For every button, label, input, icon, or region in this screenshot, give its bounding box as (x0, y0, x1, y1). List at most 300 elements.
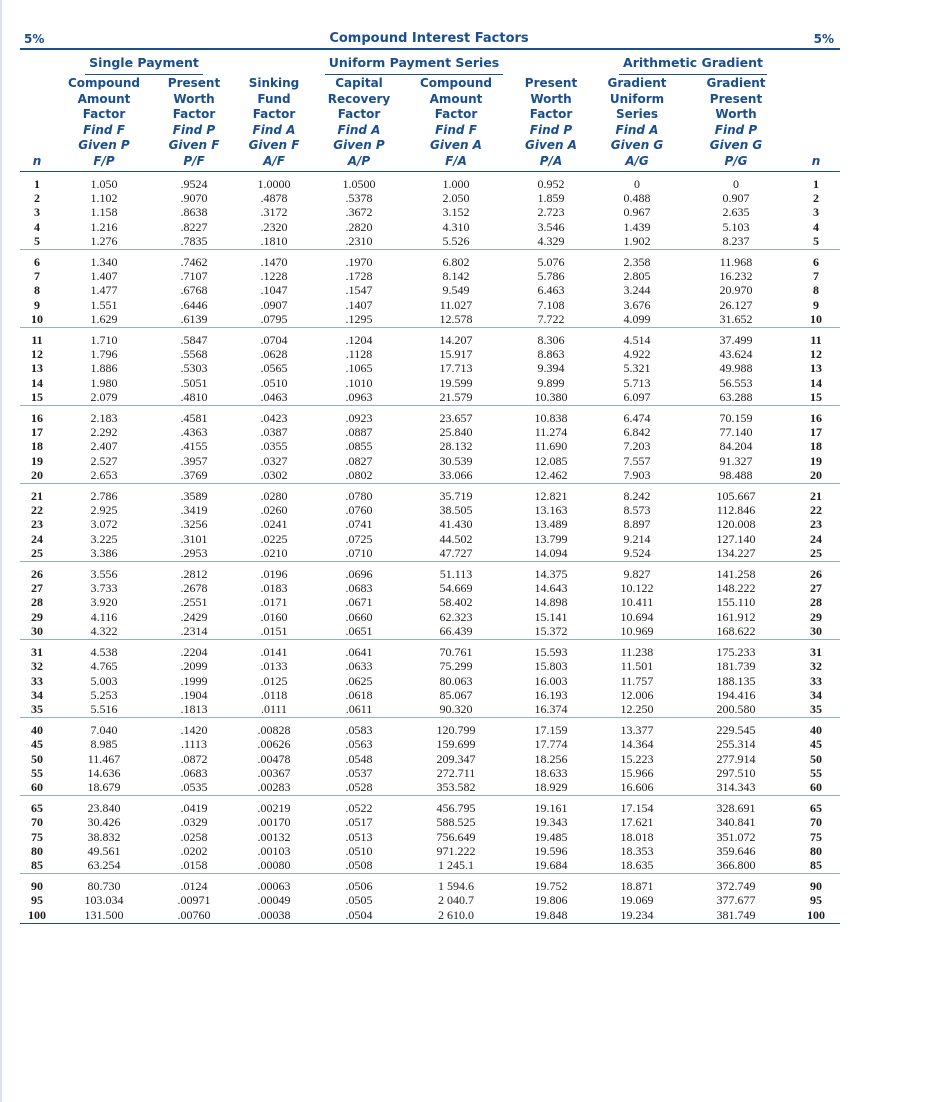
table-row (20, 796, 840, 816)
cell-ap: .5378 (345, 191, 373, 206)
cell-n: 85 (20, 858, 54, 874)
cell-af: .0160 (260, 609, 288, 624)
cell-fa: 3.152 (442, 205, 470, 220)
column-header-line: Given A (430, 138, 482, 152)
cell-ap: .0517 (345, 815, 373, 830)
cell-pf: .0419 (180, 801, 208, 816)
cell-ag: 18.635 (594, 858, 680, 874)
cell-ag: 0.488 (623, 191, 651, 206)
cell-ap: .0625 (345, 673, 373, 688)
cell-ap: .0583 (345, 723, 373, 738)
cell-pf: .3101 (180, 531, 208, 546)
column-header-line: P/A (539, 153, 563, 168)
cell-ap: .0506 (345, 879, 373, 894)
cell-pa: 18.929 (508, 780, 594, 796)
group-single-payment: Single Payment (54, 54, 234, 76)
cell-n2: 100 (792, 908, 840, 924)
cell-n: 30 (20, 624, 54, 640)
cell-n: 1 (34, 177, 40, 191)
cell-fp: 1.276 (54, 234, 154, 250)
cell-n2: 5 (792, 234, 840, 250)
column-header-line: Compound (419, 76, 493, 90)
table-row (20, 624, 840, 640)
column-header-fp (54, 76, 154, 172)
column-header-line: Find A (337, 122, 381, 137)
cell-pf: .4363 (180, 425, 208, 440)
cell-ag: 3.244 (623, 283, 651, 298)
cell-af: .00038 (234, 908, 314, 924)
cell-n: 9 (34, 297, 40, 312)
column-header-line: Given G (610, 138, 664, 152)
cell-ap: .2310 (314, 234, 404, 250)
cell-fp: 1.216 (90, 219, 118, 234)
cell-af: 1.0000 (257, 177, 291, 191)
cell-fp: 4.116 (90, 609, 118, 624)
cell-fa: 6.802 (442, 255, 470, 270)
cell-pg: 194.416 (716, 687, 756, 702)
cell-fp: 2.786 (90, 489, 118, 504)
cell-pa: 5.076 (537, 255, 565, 270)
table-row (20, 532, 840, 546)
cell-ap: .0505 (345, 893, 373, 908)
cell-af: .00049 (257, 893, 291, 908)
cell-pf: .6139 (154, 312, 234, 328)
cell-fp: 80.730 (87, 879, 121, 894)
cell-ag: 10.969 (594, 624, 680, 640)
cell-pg: 127.140 (716, 531, 756, 546)
cell-af: .0133 (260, 659, 288, 674)
cell-ag: 15.223 (620, 751, 654, 766)
column-header-line: Given P (78, 138, 130, 152)
cell-af: .00283 (234, 780, 314, 796)
cell-pf: .1904 (180, 687, 208, 702)
cell-ap: .0522 (345, 801, 373, 816)
cell-af: .0565 (260, 361, 288, 376)
cell-af: .0141 (260, 645, 288, 660)
cell-pf: .6446 (180, 297, 208, 312)
cell-fa: 120.799 (436, 723, 476, 738)
cell-n: 34 (31, 687, 43, 702)
cell-ag: 9.524 (594, 546, 680, 562)
cell-ag: 6.097 (594, 390, 680, 406)
cell-ap: .0641 (345, 645, 373, 660)
cell-ap: .0528 (314, 780, 404, 796)
column-header-line: Amount (429, 91, 483, 106)
cell-pa: 19.161 (534, 801, 568, 816)
cell-pf: .2678 (180, 581, 208, 596)
cell-fa: 35.719 (439, 489, 473, 504)
column-header-line: Worth (173, 91, 215, 106)
cell-fa: 5.526 (404, 234, 508, 250)
group-uniform-payment-series: Uniform Payment Series (234, 54, 594, 76)
cell-af: .00103 (257, 843, 291, 858)
cell-pf: .8638 (180, 205, 208, 220)
column-header-line: F/A (445, 153, 467, 168)
cell-pg: 43.624 (719, 347, 753, 362)
cell-af: .0355 (260, 439, 288, 454)
cell-n2: 33 (810, 673, 823, 688)
cell-pg: 98.488 (680, 468, 792, 484)
column-header-line: A/F (263, 153, 285, 168)
column-header-line: Factor (172, 107, 216, 121)
column-header-line: Find P (172, 122, 216, 137)
column-header-af (234, 76, 314, 172)
cell-pg: 84.204 (719, 439, 753, 454)
table-row (20, 780, 840, 796)
top-rule (20, 48, 840, 50)
cell-pa: 14.094 (508, 546, 594, 562)
page-title: Compound Interest Factors (329, 31, 529, 46)
cell-n2: 11 (810, 333, 822, 348)
cell-pa: 19.343 (534, 815, 568, 830)
cell-ap: .1204 (345, 333, 373, 348)
cell-ap: .1970 (345, 255, 373, 270)
table-row (20, 659, 840, 673)
table-row (20, 702, 840, 718)
cell-fp: 1.886 (90, 361, 118, 376)
cell-fa: 1 245.1 (404, 858, 508, 874)
cell-fa: 38.505 (439, 503, 473, 518)
cell-af: .0302 (234, 468, 314, 484)
cell-n2: 15 (792, 390, 840, 406)
column-header-line: Worth (530, 91, 572, 106)
cell-fa: 159.699 (436, 737, 476, 752)
cell-pa: 6.463 (537, 283, 565, 298)
cell-pa: 12.085 (534, 453, 568, 468)
cell-fp: 1.407 (90, 269, 118, 284)
cell-pg: 168.622 (680, 624, 792, 640)
cell-ag: 19.234 (594, 908, 680, 924)
cell-fp: 3.556 (90, 567, 118, 582)
cell-ap: .0537 (345, 765, 373, 780)
cell-pg: 340.841 (716, 815, 756, 830)
cell-pg: 77.140 (719, 425, 753, 440)
cell-ag: 19.069 (620, 893, 654, 908)
column-header-line: Capital (335, 76, 383, 90)
cell-pg: 11.968 (719, 255, 753, 270)
cell-pg: 155.110 (716, 595, 756, 610)
cell-n: 32 (31, 659, 43, 674)
cell-pg: 112.846 (716, 503, 756, 518)
cell-n: 4 (34, 219, 40, 234)
cell-ag: 11.501 (620, 659, 654, 674)
cell-pg: 366.800 (680, 858, 792, 874)
table-row (20, 298, 840, 312)
cell-n: 35 (20, 702, 54, 718)
cell-fa: 4.310 (442, 219, 470, 234)
cell-pg: 141.258 (716, 567, 756, 582)
cell-n: 33 (31, 673, 43, 688)
page-edge-rule (0, 0, 2, 1102)
cell-n2: 95 (810, 893, 823, 908)
cell-ap: .0923 (345, 411, 373, 426)
cell-pf: .1999 (180, 673, 208, 688)
column-header-line: F/P (93, 153, 115, 168)
cell-pf: .3256 (180, 517, 208, 532)
cell-pf: .9524 (180, 177, 208, 191)
cell-pa: 16.003 (534, 673, 568, 688)
cell-ap: .0548 (345, 751, 373, 766)
cell-n2: 4 (813, 219, 820, 234)
cell-n2: 90 (810, 879, 823, 894)
table-row (20, 269, 840, 283)
cell-pf: .0158 (154, 858, 234, 874)
cell-fa: 1.000 (442, 177, 470, 191)
cell-fp: 4.765 (90, 659, 118, 674)
interest-rate-left: 5% (24, 32, 45, 46)
cell-af: .0795 (234, 312, 314, 328)
cell-fa: 971.222 (436, 843, 476, 858)
cell-pa: 15.372 (508, 624, 594, 640)
cell-fa: 62.323 (439, 609, 473, 624)
cell-ag: 0 (634, 177, 641, 191)
cell-pg: 20.970 (719, 283, 753, 298)
cell-af: .00219 (257, 801, 291, 816)
cell-af: .1047 (260, 283, 288, 298)
cell-pg: 63.288 (680, 390, 792, 406)
cell-pa: 15.803 (534, 659, 568, 674)
cell-n2: 50 (810, 751, 823, 766)
table-row (20, 234, 840, 250)
cell-ag: 2.805 (623, 269, 651, 284)
column-header-ag (594, 76, 680, 172)
cell-n2: 25 (792, 546, 840, 562)
cell-af: .0151 (234, 624, 314, 640)
cell-n: 70 (31, 815, 43, 830)
cell-af: .00063 (257, 879, 291, 894)
cell-pg: 351.072 (716, 829, 756, 844)
cell-pf: .2429 (180, 609, 208, 624)
cell-af: .0241 (260, 517, 288, 532)
cell-pg: 2.635 (722, 205, 750, 220)
cell-pg: 91.327 (719, 453, 753, 468)
cell-n: 26 (31, 567, 43, 582)
cell-n2: 10 (792, 312, 840, 328)
cell-fa: 272.711 (436, 765, 476, 780)
cell-ap: .0710 (314, 546, 404, 562)
table-row (20, 844, 840, 858)
table-row (20, 546, 840, 562)
cell-ag: 4.922 (623, 347, 651, 362)
table-row (20, 454, 840, 468)
cell-pa: 4.329 (508, 234, 594, 250)
cell-fa: 2.050 (442, 191, 470, 206)
cell-pf: .1420 (180, 723, 208, 738)
cell-pf: .9070 (180, 191, 208, 206)
cell-ap: .0513 (345, 829, 373, 844)
cell-ap: .0802 (314, 468, 404, 484)
cell-ap: .0780 (345, 489, 373, 504)
cell-ap: .0660 (345, 609, 373, 624)
cell-pa: 14.375 (534, 567, 568, 582)
cell-pa: 15.141 (534, 609, 568, 624)
table-row (20, 406, 840, 426)
cell-ap: .0827 (345, 453, 373, 468)
cell-n: 50 (31, 751, 43, 766)
cell-pa: 0.952 (537, 177, 565, 191)
cell-n: 65 (31, 801, 43, 816)
cell-fp: 2.653 (54, 468, 154, 484)
cell-fa: 23.657 (439, 411, 473, 426)
cell-ag: 12.006 (620, 687, 654, 702)
cell-fa: 90.320 (404, 702, 508, 718)
cell-fa: 17.713 (439, 361, 473, 376)
table-row (20, 830, 840, 844)
cell-ap: 1.0500 (342, 177, 376, 191)
cell-ag: 9.214 (623, 531, 651, 546)
cell-n: 31 (31, 645, 43, 660)
column-header-line: Recovery (327, 91, 391, 106)
cell-ap: .0504 (314, 908, 404, 924)
cell-ag: 8.242 (623, 489, 651, 504)
cell-ag: 3.676 (623, 297, 651, 312)
cell-pa: 1.859 (537, 191, 565, 206)
column-header-line: Gradient (706, 76, 766, 90)
cell-ag: 8.573 (623, 503, 651, 518)
cell-ap: .3672 (345, 205, 373, 220)
cell-ag: 14.364 (620, 737, 654, 752)
cell-fa: 353.582 (404, 780, 508, 796)
cell-pg: 188.135 (716, 673, 756, 688)
cell-af: .0171 (260, 595, 288, 610)
cell-af: .0907 (260, 297, 288, 312)
cell-fp: 11.467 (87, 751, 121, 766)
cell-pf: .1813 (154, 702, 234, 718)
column-header-line: Sinking (248, 76, 300, 90)
cell-pa: 13.489 (534, 517, 568, 532)
column-header-line: Given A (525, 138, 577, 152)
cell-pf: .1113 (180, 737, 208, 752)
cell-fa: 47.727 (404, 546, 508, 562)
column-header-line: P/G (724, 153, 748, 168)
cell-af: .1810 (234, 234, 314, 250)
cell-pg: 56.553 (719, 375, 753, 390)
cell-n: 12 (31, 347, 43, 362)
table-row (20, 503, 840, 517)
cell-n2: 40 (810, 723, 823, 738)
cell-pg: 26.127 (719, 297, 753, 312)
cell-pf: .0535 (154, 780, 234, 796)
cell-af: .00170 (257, 815, 291, 830)
cell-n2: 1 (813, 177, 820, 191)
cell-pa: 18.256 (534, 751, 568, 766)
cell-pa: 17.159 (534, 723, 568, 738)
column-header-line: Find A (615, 122, 659, 137)
cell-fp: 38.832 (87, 829, 121, 844)
cell-ap: .1065 (345, 361, 373, 376)
cell-fp: 1.796 (90, 347, 118, 362)
cell-n2: 34 (810, 687, 823, 702)
cell-fa: 14.207 (439, 333, 473, 348)
cell-pa: 10.380 (508, 390, 594, 406)
cell-pa: 13.163 (534, 503, 568, 518)
cell-ag: 4.099 (594, 312, 680, 328)
cell-n: 3 (34, 205, 40, 220)
cell-ag: 0.967 (623, 205, 651, 220)
cell-pf: .2953 (154, 546, 234, 562)
cell-pf: .0683 (180, 765, 208, 780)
cell-fa: 54.669 (439, 581, 473, 596)
cell-n: 21 (31, 489, 43, 504)
column-header-line: Given F (168, 138, 220, 152)
column-header-line: Factor (337, 107, 381, 121)
cell-n: 27 (31, 581, 43, 596)
cell-n2: 22 (810, 503, 823, 518)
group-header-row (20, 54, 840, 76)
cell-pf: .7835 (154, 234, 234, 250)
cell-pg: 328.691 (716, 801, 756, 816)
table-row (20, 688, 840, 702)
cell-fp: 3.733 (90, 581, 118, 596)
cell-n: 90 (31, 879, 43, 894)
cell-n: 24 (31, 531, 43, 546)
cell-pf: .6768 (180, 283, 208, 298)
cell-pf: .3589 (180, 489, 208, 504)
cell-fa: 15.917 (439, 347, 473, 362)
cell-pg: 0 (733, 177, 740, 191)
table-row (20, 815, 840, 829)
cell-pa: 8.863 (537, 347, 565, 362)
cell-n2: 31 (810, 645, 823, 660)
cell-pa: 7.108 (537, 297, 565, 312)
cell-n: 100 (20, 908, 54, 924)
cell-fp: 1.710 (90, 333, 118, 348)
cell-pf: .0124 (180, 879, 208, 894)
column-header-pg (680, 76, 792, 172)
cell-af: .4878 (260, 191, 288, 206)
cell-fa: 33.066 (404, 468, 508, 484)
cell-ap: .0887 (345, 425, 373, 440)
cell-pa: 16.193 (534, 687, 568, 702)
column-header-line: Present (167, 76, 221, 90)
cell-af: .00132 (257, 829, 291, 844)
column-header-n (20, 76, 54, 172)
table-row (20, 191, 840, 205)
column-header-line: Given F (248, 138, 300, 152)
cell-n2: 70 (810, 815, 823, 830)
cell-af: .0125 (260, 673, 288, 688)
cell-pg: 175.233 (716, 645, 756, 660)
cell-n2: 60 (792, 780, 840, 796)
column-header-line: Present (709, 91, 763, 106)
cell-fp: 1.551 (90, 297, 118, 312)
column-header-line: Find F (83, 122, 125, 137)
cell-ag: 10.411 (620, 595, 654, 610)
cell-ag: 4.514 (623, 333, 651, 348)
cell-pf: .4155 (180, 439, 208, 454)
cell-n2: 7 (813, 269, 820, 284)
cell-n2: 23 (810, 517, 823, 532)
cell-n: 95 (31, 893, 43, 908)
cell-fp: 14.636 (87, 765, 121, 780)
cell-fp: 1.629 (54, 312, 154, 328)
cell-n2: 85 (792, 858, 840, 874)
cell-n2: 26 (810, 567, 823, 582)
cell-ag: 10.694 (620, 609, 654, 624)
table-row (20, 874, 840, 894)
factor-table-container (20, 54, 840, 924)
cell-n2: 27 (810, 581, 823, 596)
column-header-line: A/G (625, 153, 649, 168)
cell-ap: .0855 (345, 439, 373, 454)
column-header-pa (508, 76, 594, 172)
table-row (20, 595, 840, 609)
column-header-ap (314, 76, 404, 172)
table-row (20, 484, 840, 504)
cell-ag: 1.439 (623, 219, 651, 234)
cell-n: 28 (31, 595, 43, 610)
table-row (20, 858, 840, 874)
